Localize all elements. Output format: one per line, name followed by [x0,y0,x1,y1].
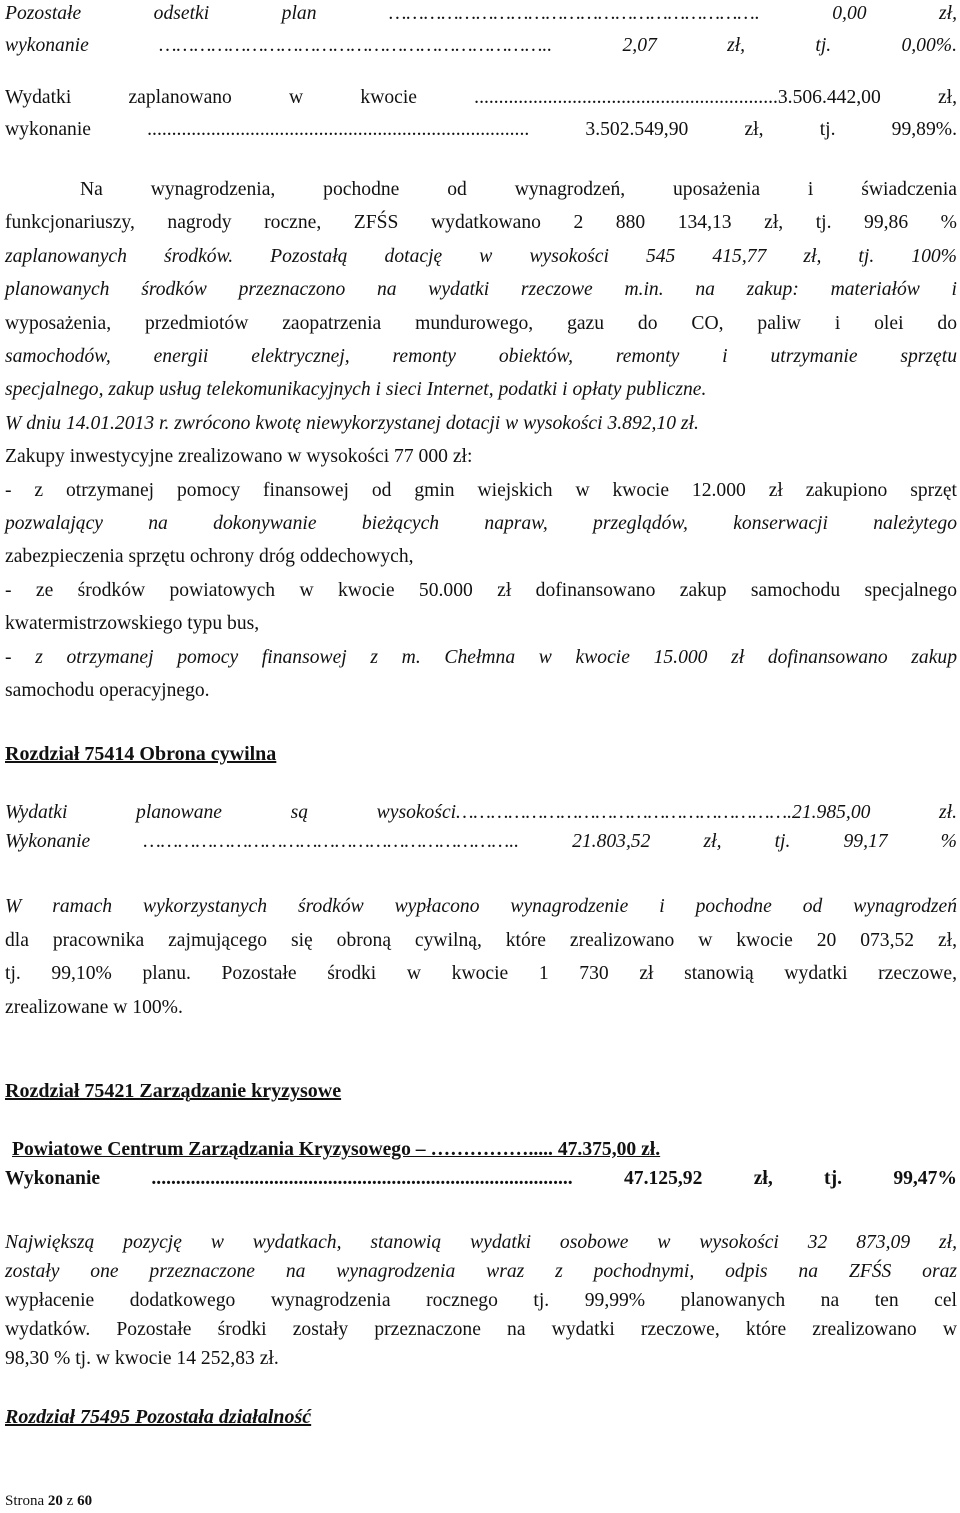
text-line: Wydatki planowane są wysokości………………………………………………….21.985,00 zł. [5,802,957,823]
text-line: specjalnego, zakup usług telekomunikacyjnych i sieci Internet, podatki i opłaty publiczne. [5,379,707,400]
section-heading: Rozdział 75421 Zarządzanie kryzysowe [5,1080,342,1102]
budget-line: Wykonanie ...................................................................................... 47.125,92 zł, tj. 99,47% [5,1168,957,1189]
text-line: funkcjonariuszy, nagrody roczne, ZFŚS wydatkowano 2 880 134,13 zł, tj. 99,86 % [5,212,957,233]
text-line: wypłacenie dodatkowego wynagrodzenia rocznego tj. 99,99% planowanych na ten cel [5,1290,957,1311]
text-line: zostały one przeznaczone na wynagrodzenia wraz z pochodnymi, odpis na ZFŚS oraz [5,1261,957,1282]
text-line: wydatków. Pozostałe środki zostały przeznaczone na wydatki rzeczowe, które zrealizowano w [5,1319,957,1340]
text-line: - z otrzymanej pomocy finansowej z m. Chełmna w kwocie 15.000 zł dofinansowano zakup [5,647,957,668]
text-line: Wydatki zaplanowano w kwocie ..............................................................3.506.442,00 zł, [5,87,957,108]
footer-total-pages: 60 [77,1493,93,1509]
text-line: Zakupy inwestycyjne zrealizowano w wysokości 77 000 zł: [5,446,473,467]
text-line: - z otrzymanej pomocy finansowej od gmin wiejskich w kwocie 12.000 zł zakupiono sprzęt [5,480,957,501]
text-line: Największą pozycję w wydatkach, stanowią wydatki osobowe w wysokości 32 873,09 zł, [5,1232,957,1253]
text-line: wykonanie ………………………………………………………….. 2,07 zł, tj. 0,00%. [5,35,957,56]
text-line: tj. 99,10% planu. Pozostałe środki w kwocie 1 730 zł stanowią wydatki rzeczowe, [5,963,957,984]
section-heading: Rozdział 75495 Pozostała działalność [5,1406,312,1428]
text-line: dla pracownika zajmującego się obroną cywilną, które zrealizowano w kwocie 20 073,52 zł, [5,930,957,951]
page-footer [5,1492,92,1510]
text-line: W dniu 14.01.2013 r. zwrócono kwotę niewykorzystanej dotacji w wysokości 3.892,10 zł. [5,413,699,434]
text-line: planowanych środków przeznaczono na wydatki rzeczowe m.in. na zakup: materiałów i [5,279,957,300]
text-line: Pozostałe odsetki plan ………………………………………………………. 0,00 zł, [5,3,957,24]
text-line: W ramach wykorzystanych środków wypłacono wynagrodzenie i pochodne od wynagrodzeń [5,896,957,917]
text-line: zabezpieczenia sprzętu ochrony dróg oddechowych, [5,546,414,567]
footer-current-page: 20 [47,1493,63,1509]
budget-line: Powiatowe Centrum Zarządzania Kryzysowego – ……………..... 47.375,00 zł. [12,1139,661,1160]
text-line: zrealizowane w 100%. [5,997,183,1018]
text-line: Wykonanie ……………………………………………………….. 21.803,52 zł, tj. 99,17 % [5,831,957,852]
footer-label: Strona [5,1493,45,1509]
text-line: pozwalający na dokonywanie bieżących napraw, przeglądów, konserwacji należytego [5,513,957,534]
text-line: zaplanowanych środków. Pozostałą dotację w wysokości 545 415,77 zł, tj. 100% [5,246,957,267]
text-line: samochodów, energii elektrycznej, remonty obiektów, remonty i utrzymanie sprzętu [5,346,957,367]
section-heading: Rozdział 75414 Obrona cywilna [5,743,277,765]
text-line: wykonanie .............................................................................. 3.502.549,90 zł, tj. 99,89%. [5,119,957,140]
text-line: 98,30 % tj. w kwocie 14 252,83 zł. [5,1348,279,1369]
text-line: kwatermistrzowskiego typu bus, [5,613,260,634]
text-line: - ze środków powiatowych w kwocie 50.000 zł dofinansowano zakup samochodu specjalnego [5,580,957,601]
text-line: Na wynagrodzenia, pochodne od wynagrodzeń, uposażenia i świadczenia [80,179,957,200]
footer-separator: z [66,1493,74,1509]
text-line: samochodu operacyjnego. [5,680,210,701]
text-line: wyposażenia, przedmiotów zaopatrzenia mundurowego, gazu do CO, paliw i olei do [5,313,957,334]
